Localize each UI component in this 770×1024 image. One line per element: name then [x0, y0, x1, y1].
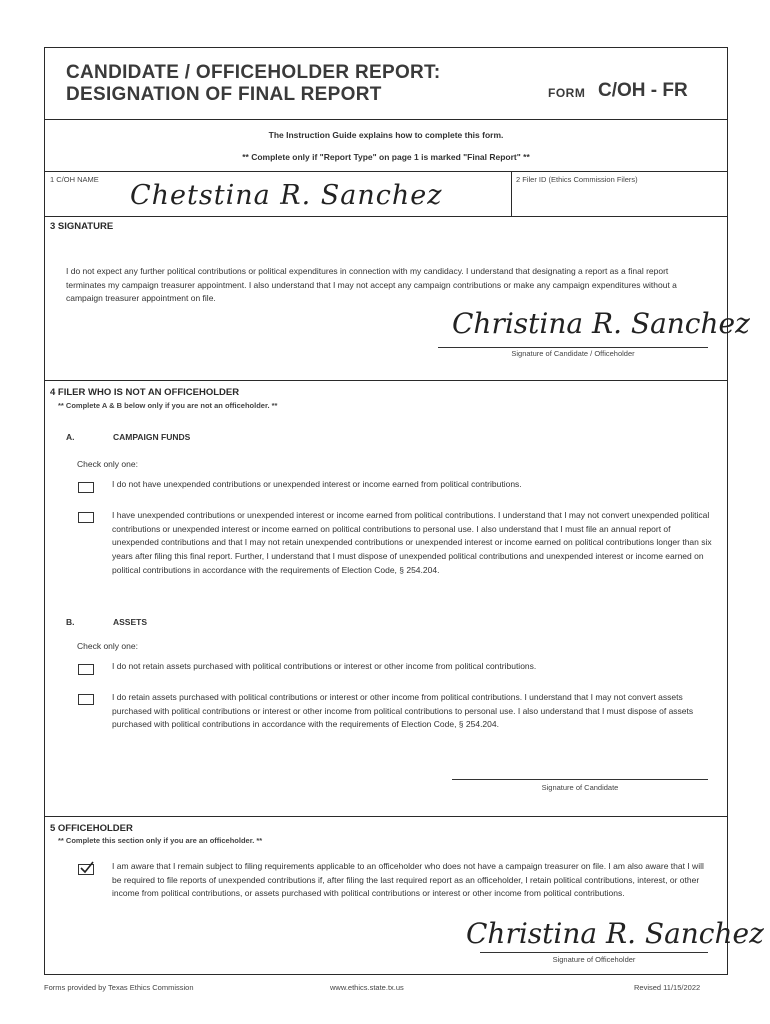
filer-id-label: 2 Filer ID (Ethics Commission Filers) — [516, 175, 638, 184]
section-5-signature[interactable]: Christina R. Sanchez — [466, 917, 764, 950]
section-5-text: I am aware that I remain subject to filing requirements applicable to an officeholder who does not have a campaign treasurer on file. I am also aware that I will be required to file reports of unexpended contributions if, after filing the last required report as an officeholder, I retain political contributions, interest, or other income from political contributions, or assets purchased with political contributions or interest or other income from political contributions. — [112, 861, 704, 899]
divider — [44, 380, 728, 381]
part-a-option-2-checkbox[interactable] — [78, 512, 94, 523]
section-4-note: ** Complete A & B below only if you are not an officeholder. ** — [58, 401, 278, 410]
footer-right: Revised 11/15/2022 — [634, 983, 701, 992]
part-a-check-one: Check only one: — [77, 459, 138, 469]
section-5-checkbox[interactable] — [78, 864, 94, 875]
divider — [44, 171, 728, 172]
section-3-signature-caption: Signature of Candidate / Officeholder — [511, 349, 635, 358]
field-divider — [511, 172, 512, 217]
title-line-1: CANDIDATE / OFFICEHOLDER REPORT: — [66, 62, 441, 83]
divider — [44, 119, 728, 120]
part-a-option-2-text: I have unexpended contributions or unexpended interest or income earned from political contributions. I understand that I may not convert unexpended political contributions or unexpended interest or income earned on political contributions to personal use. I also understand that I must file an annual report of unexpended contributions and that I may not retain unexpended contributions or unexpended interest or income earned on political contributions longer than six years after filing this final report. Further, I understand that I must dispose of unexpended political contributions and unexpended interest or income earned on political contributions in accordance with the requirements of Election Code, § 254.204. — [112, 510, 712, 575]
section-5-heading: 5 OFFICEHOLDER — [50, 823, 133, 834]
divider — [44, 216, 728, 217]
section-4-signature-caption: Signature of Candidate — [541, 783, 619, 792]
form-title — [66, 62, 440, 106]
title-line-2: DESIGNATION OF FINAL REPORT — [66, 84, 382, 105]
part-a-letter: A. — [66, 432, 75, 442]
signature-line — [480, 952, 708, 953]
part-b-option-1-checkbox[interactable] — [78, 664, 94, 675]
section-3-text: I do not expect any further political contributions or political expenditures in connection with my candidacy. I understand that designating a report as a final report terminates my campaign treasurer appointment. I also understand that I may not accept any campaign contributions or make any campaign expenditures without a campaign treasurer appointment on file. — [66, 266, 677, 304]
section-3-heading: 3 SIGNATURE — [50, 221, 114, 232]
form-id: C/OH - FR — [598, 80, 688, 101]
section-5-signature-caption: Signature of Officeholder — [552, 955, 636, 964]
part-a-option-1-checkbox[interactable] — [78, 482, 94, 493]
part-a-option-1-text: I do not have unexpended contributions or unexpended interest or income earned from political contributions. — [112, 479, 522, 489]
footer-center[interactable]: www.ethics.state.tx.us — [330, 983, 404, 992]
part-b-check-one: Check only one: — [77, 641, 138, 651]
part-a-title: CAMPAIGN FUNDS — [113, 432, 191, 442]
part-b-option-2-checkbox[interactable] — [78, 694, 94, 705]
checkmark-icon — [78, 861, 94, 875]
footer-left: Forms provided by Texas Ethics Commission — [44, 983, 194, 992]
instruction-line-1: The Instruction Guide explains how to complete this form. — [268, 130, 504, 140]
form-label: FORM — [548, 86, 586, 100]
part-b-option-2-text: I do retain assets purchased with political contributions or interest or other income from political contributions. I understand that I may not convert assets purchased with political contributions or interest or other income from political contributions to personal use. I also understand that I must dispose of assets purchased with political contributions in accordance with the requirements of Election Code, § 254.204. — [112, 692, 694, 730]
cohname-label: 1 C/OH NAME — [50, 175, 99, 184]
signature-line — [438, 347, 708, 348]
part-b-option-1-text: I do not retain assets purchased with political contributions or interest or other income from political contributions. — [112, 661, 537, 671]
divider — [44, 816, 728, 817]
section-5-note: ** Complete this section only if you are an officeholder. ** — [58, 836, 263, 845]
cohname-value[interactable]: Chetstina R. Sanchez — [130, 180, 443, 211]
section-4-heading: 4 FILER WHO IS NOT AN OFFICEHOLDER — [50, 387, 240, 398]
instruction-line-2: ** Complete only if "Report Type" on page 1 is marked "Final Report" ** — [242, 152, 530, 162]
part-b-letter: B. — [66, 617, 75, 627]
signature-line — [452, 779, 708, 780]
part-b-title: ASSETS — [113, 617, 148, 627]
section-3-signature[interactable]: Christina R. Sanchez — [452, 307, 750, 340]
